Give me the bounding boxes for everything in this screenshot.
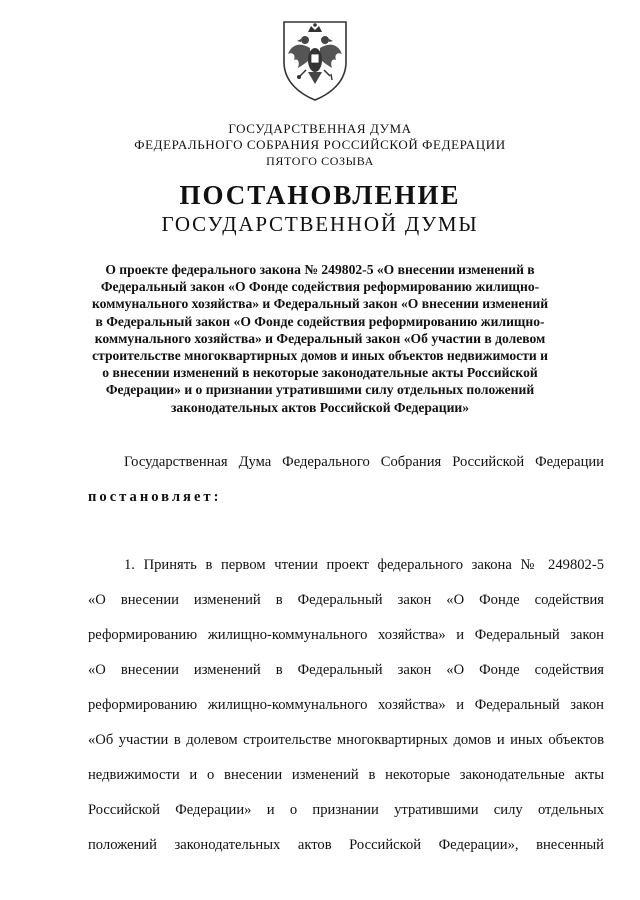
paragraph-line: «О внесении изменений в Федеральный закон «О Фонде содействия — [88, 592, 604, 608]
paragraph-line: 1. Принять в первом чтении проект федерального закона № 249802-5 — [124, 557, 604, 573]
document-issuer-subtitle: ГОСУДАРСТВЕННОЙ ДУМЫ — [161, 212, 479, 236]
body-intro: Государственная Дума Федерального Собрания Российской Федерации — [124, 454, 604, 470]
paragraph-line: «Об участии в долевом строительстве многоквартирных домов и иных объектов — [88, 732, 604, 748]
body-decree-word: постановляет: — [88, 489, 222, 505]
paragraph-line: реформированию жилищно-коммунального хозяйства» и Федеральный закон — [88, 627, 604, 643]
paragraph-line: «О внесении изменений в Федеральный закон «О Фонде содействия — [88, 662, 604, 678]
resolution-subject: О проекте федерального закона № 249802-5 «О внесении изменений в Федеральный закон «О Фонде содействия реформированию жилищно-коммунального хозяйства» и Федеральный закон «О внесении изменений в Федеральный закон «О Фонде содействия реформированию жилищно-коммунального хозяйства» и Федеральный закон «Об участии в долевом строительстве многоквартирных домов и иных объектов недвижимости и о внесении изменений в некоторые законодательные акты Российской Федерации» и о признании утратившими силу отдельных положений законодательных актов Российской Федерации» — [91, 262, 549, 415]
paragraph-line: положений законодательных актов Российской Федерации», внесенный — [88, 837, 604, 853]
paragraph-line: Российской Федерации» и о признании утратившими силу отдельных — [88, 802, 604, 818]
document-type-title: ПОСТАНОВЛЕНИЕ — [179, 180, 461, 210]
paragraph-line: реформированию жилищно-коммунального хозяйства» и Федеральный закон — [88, 697, 604, 713]
double-headed-eagle-emblem-icon — [272, 18, 358, 102]
authority-line-convocation: ПЯТОГО СОЗЫВА — [266, 154, 374, 168]
paragraph-line: недвижимости и о внесении изменений в некоторые законодательные акты — [88, 767, 604, 783]
authority-line-federal-assembly: ФЕДЕРАЛЬНОГО СОБРАНИЯ РОССИЙСКОЙ ФЕДЕРАЦИИ — [134, 137, 506, 152]
authority-line-duma: ГОСУДАРСТВЕННАЯ ДУМА — [228, 121, 412, 136]
